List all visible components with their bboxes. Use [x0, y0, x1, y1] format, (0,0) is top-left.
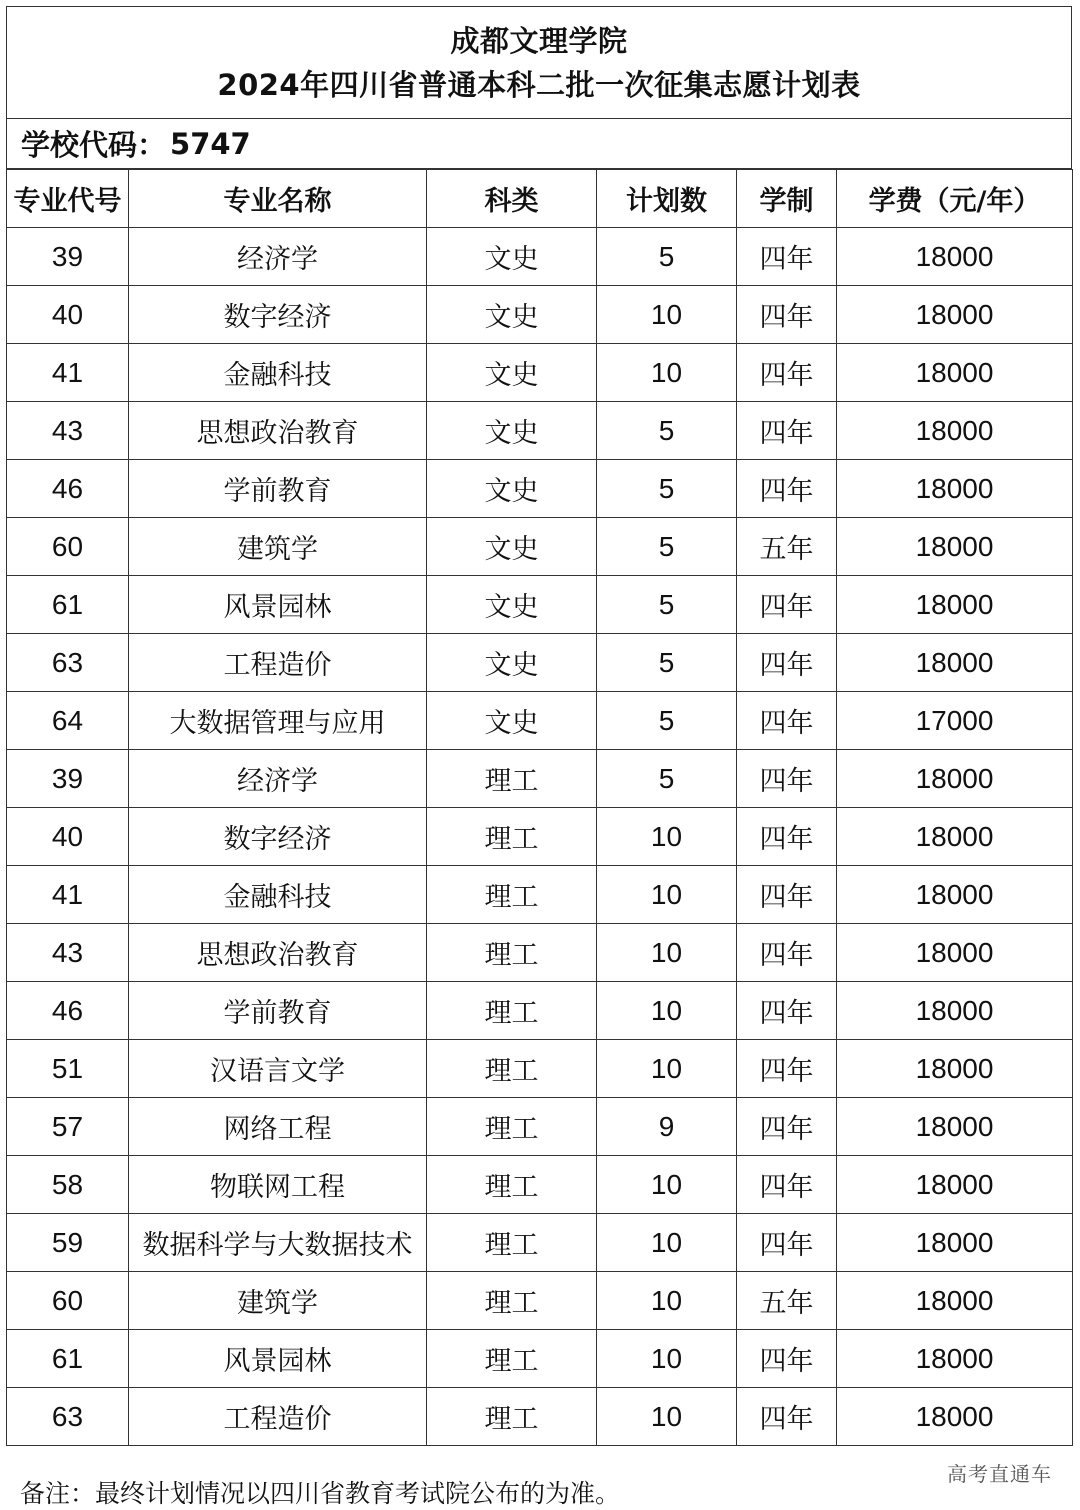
- cell-major-code: 46: [7, 460, 129, 518]
- cell-plan-count: 10: [597, 1388, 737, 1446]
- cell-tuition: 18000: [837, 1040, 1073, 1098]
- cell-plan-count: 10: [597, 286, 737, 344]
- cell-category: 理工: [427, 924, 597, 982]
- cell-tuition: 18000: [837, 634, 1073, 692]
- table-row: [7, 982, 1073, 1040]
- cell-major-code: 39: [7, 228, 129, 286]
- header-major-code: 专业代号: [7, 170, 129, 228]
- cell-major-name: 经济学: [129, 750, 427, 808]
- cell-category: 理工: [427, 1214, 597, 1272]
- cell-plan-count: 10: [597, 1040, 737, 1098]
- cell-plan-count: 5: [597, 460, 737, 518]
- cell-duration: 四年: [737, 1330, 837, 1388]
- cell-major-code: 41: [7, 344, 129, 402]
- cell-major-name: 风景园林: [129, 1330, 427, 1388]
- cell-category: 文史: [427, 576, 597, 634]
- cell-major-code: 46: [7, 982, 129, 1040]
- cell-major-code: 61: [7, 576, 129, 634]
- cell-plan-count: 5: [597, 634, 737, 692]
- table-row: [7, 1272, 1073, 1330]
- cell-major-name: 数字经济: [129, 286, 427, 344]
- cell-duration: 四年: [737, 866, 837, 924]
- cell-duration: 四年: [737, 460, 837, 518]
- cell-tuition: 18000: [837, 1388, 1073, 1446]
- cell-duration: 四年: [737, 576, 837, 634]
- plan-table: [6, 169, 1073, 1446]
- cell-duration: 四年: [737, 228, 837, 286]
- cell-category: 理工: [427, 1272, 597, 1330]
- cell-plan-count: 5: [597, 402, 737, 460]
- cell-major-name: 工程造价: [129, 634, 427, 692]
- title-block: [6, 6, 1072, 119]
- table-row: [7, 634, 1073, 692]
- table-row: [7, 866, 1073, 924]
- table-row: [7, 1040, 1073, 1098]
- cell-major-name: 汉语言文学: [129, 1040, 427, 1098]
- school-code-row: [6, 119, 1072, 169]
- header-duration: 学制: [737, 170, 837, 228]
- cell-major-code: 57: [7, 1098, 129, 1156]
- school-code-label: 学校代码：: [21, 128, 167, 162]
- cell-tuition: 18000: [837, 402, 1073, 460]
- cell-tuition: 18000: [837, 866, 1073, 924]
- cell-major-code: 43: [7, 924, 129, 982]
- cell-major-code: 63: [7, 1388, 129, 1446]
- table-row: [7, 344, 1073, 402]
- table-row: [7, 518, 1073, 576]
- cell-category: 理工: [427, 750, 597, 808]
- cell-plan-count: 10: [597, 808, 737, 866]
- cell-tuition: 18000: [837, 1330, 1073, 1388]
- table-body: [7, 228, 1073, 1446]
- cell-major-code: 39: [7, 750, 129, 808]
- cell-plan-count: 10: [597, 344, 737, 402]
- cell-category: 文史: [427, 518, 597, 576]
- header-major-name: 专业名称: [129, 170, 427, 228]
- cell-category: 文史: [427, 344, 597, 402]
- cell-category: 理工: [427, 1156, 597, 1214]
- table-row: [7, 460, 1073, 518]
- footnote: 备注：最终计划情况以四川省教育考试院公布的为准。: [20, 1479, 621, 1508]
- cell-duration: 四年: [737, 402, 837, 460]
- header-plan-count: 计划数: [597, 170, 737, 228]
- cell-tuition: 18000: [837, 1156, 1073, 1214]
- table-row: [7, 750, 1073, 808]
- cell-major-code: 63: [7, 634, 129, 692]
- cell-major-code: 40: [7, 286, 129, 344]
- cell-duration: 四年: [737, 750, 837, 808]
- cell-category: 理工: [427, 1330, 597, 1388]
- cell-tuition: 18000: [837, 344, 1073, 402]
- cell-category: 理工: [427, 1098, 597, 1156]
- cell-major-name: 思想政治教育: [129, 924, 427, 982]
- table-row: [7, 1156, 1073, 1214]
- cell-category: 理工: [427, 808, 597, 866]
- cell-major-name: 金融科技: [129, 344, 427, 402]
- cell-tuition: 18000: [837, 286, 1073, 344]
- cell-major-name: 大数据管理与应用: [129, 692, 427, 750]
- cell-tuition: 18000: [837, 1214, 1073, 1272]
- cell-major-name: 物联网工程: [129, 1156, 427, 1214]
- table-row: [7, 576, 1073, 634]
- table-row: [7, 924, 1073, 982]
- table-row: [7, 1330, 1073, 1388]
- cell-plan-count: 10: [597, 982, 737, 1040]
- cell-plan-count: 5: [597, 228, 737, 286]
- cell-plan-count: 10: [597, 1272, 737, 1330]
- cell-tuition: 18000: [837, 924, 1073, 982]
- cell-major-code: 60: [7, 1272, 129, 1330]
- cell-major-code: 51: [7, 1040, 129, 1098]
- cell-duration: 四年: [737, 344, 837, 402]
- cell-major-code: 60: [7, 518, 129, 576]
- table-row: [7, 808, 1073, 866]
- cell-major-name: 数据科学与大数据技术: [129, 1214, 427, 1272]
- cell-major-name: 学前教育: [129, 982, 427, 1040]
- cell-duration: 四年: [737, 982, 837, 1040]
- cell-plan-count: 5: [597, 518, 737, 576]
- table-row: [7, 402, 1073, 460]
- cell-duration: 四年: [737, 1214, 837, 1272]
- cell-tuition: 18000: [837, 576, 1073, 634]
- header-tuition: 学费（元/年）: [837, 170, 1073, 228]
- cell-category: 文史: [427, 228, 597, 286]
- cell-major-code: 43: [7, 402, 129, 460]
- cell-major-name: 建筑学: [129, 1272, 427, 1330]
- cell-plan-count: 10: [597, 1330, 737, 1388]
- cell-tuition: 18000: [837, 982, 1073, 1040]
- cell-tuition: 18000: [837, 518, 1073, 576]
- cell-tuition: 18000: [837, 1272, 1073, 1330]
- cell-major-name: 网络工程: [129, 1098, 427, 1156]
- cell-duration: 四年: [737, 692, 837, 750]
- cell-category: 理工: [427, 866, 597, 924]
- cell-duration: 四年: [737, 924, 837, 982]
- cell-plan-count: 5: [597, 750, 737, 808]
- table-row: [7, 692, 1073, 750]
- cell-category: 文史: [427, 634, 597, 692]
- cell-duration: 四年: [737, 634, 837, 692]
- cell-major-code: 41: [7, 866, 129, 924]
- cell-plan-count: 5: [597, 576, 737, 634]
- cell-duration: 四年: [737, 1388, 837, 1446]
- cell-plan-count: 10: [597, 924, 737, 982]
- cell-major-name: 建筑学: [129, 518, 427, 576]
- cell-major-code: 58: [7, 1156, 129, 1214]
- cell-duration: 四年: [737, 1040, 837, 1098]
- table-row: [7, 286, 1073, 344]
- cell-major-name: 学前教育: [129, 460, 427, 518]
- cell-plan-count: 9: [597, 1098, 737, 1156]
- cell-major-code: 61: [7, 1330, 129, 1388]
- cell-major-name: 风景园林: [129, 576, 427, 634]
- cell-major-name: 经济学: [129, 228, 427, 286]
- cell-category: 理工: [427, 982, 597, 1040]
- cell-major-name: 工程造价: [129, 1388, 427, 1446]
- cell-category: 文史: [427, 460, 597, 518]
- cell-category: 文史: [427, 286, 597, 344]
- cell-plan-count: 10: [597, 866, 737, 924]
- cell-duration: 五年: [737, 518, 837, 576]
- cell-tuition: 18000: [837, 228, 1073, 286]
- cell-plan-count: 5: [597, 692, 737, 750]
- cell-tuition: 18000: [837, 1098, 1073, 1156]
- cell-category: 文史: [427, 692, 597, 750]
- cell-tuition: 18000: [837, 750, 1073, 808]
- cell-duration: 四年: [737, 808, 837, 866]
- cell-plan-count: 10: [597, 1156, 737, 1214]
- cell-major-code: 59: [7, 1214, 129, 1272]
- watermark-text: 高考直通车: [947, 1462, 1052, 1486]
- cell-major-code: 64: [7, 692, 129, 750]
- cell-duration: 五年: [737, 1272, 837, 1330]
- cell-tuition: 18000: [837, 808, 1073, 866]
- table-row: [7, 228, 1073, 286]
- school-code-value: 5747: [170, 126, 251, 161]
- table-header-row: [7, 170, 1073, 228]
- plan-document: [6, 6, 1072, 1446]
- cell-major-name: 数字经济: [129, 808, 427, 866]
- table-row: [7, 1214, 1073, 1272]
- header-category: 科类: [427, 170, 597, 228]
- cell-category: 文史: [427, 402, 597, 460]
- cell-tuition: 17000: [837, 692, 1073, 750]
- school-name-title: 成都文理学院: [450, 23, 628, 58]
- cell-tuition: 18000: [837, 460, 1073, 518]
- cell-category: 理工: [427, 1388, 597, 1446]
- table-row: [7, 1388, 1073, 1446]
- cell-major-name: 金融科技: [129, 866, 427, 924]
- cell-plan-count: 10: [597, 1214, 737, 1272]
- cell-major-name: 思想政治教育: [129, 402, 427, 460]
- cell-duration: 四年: [737, 286, 837, 344]
- plan-table-title: 2024年四川省普通本科二批一次征集志愿计划表: [217, 67, 861, 102]
- cell-major-code: 40: [7, 808, 129, 866]
- cell-duration: 四年: [737, 1098, 837, 1156]
- cell-category: 理工: [427, 1040, 597, 1098]
- cell-duration: 四年: [737, 1156, 837, 1214]
- table-row: [7, 1098, 1073, 1156]
